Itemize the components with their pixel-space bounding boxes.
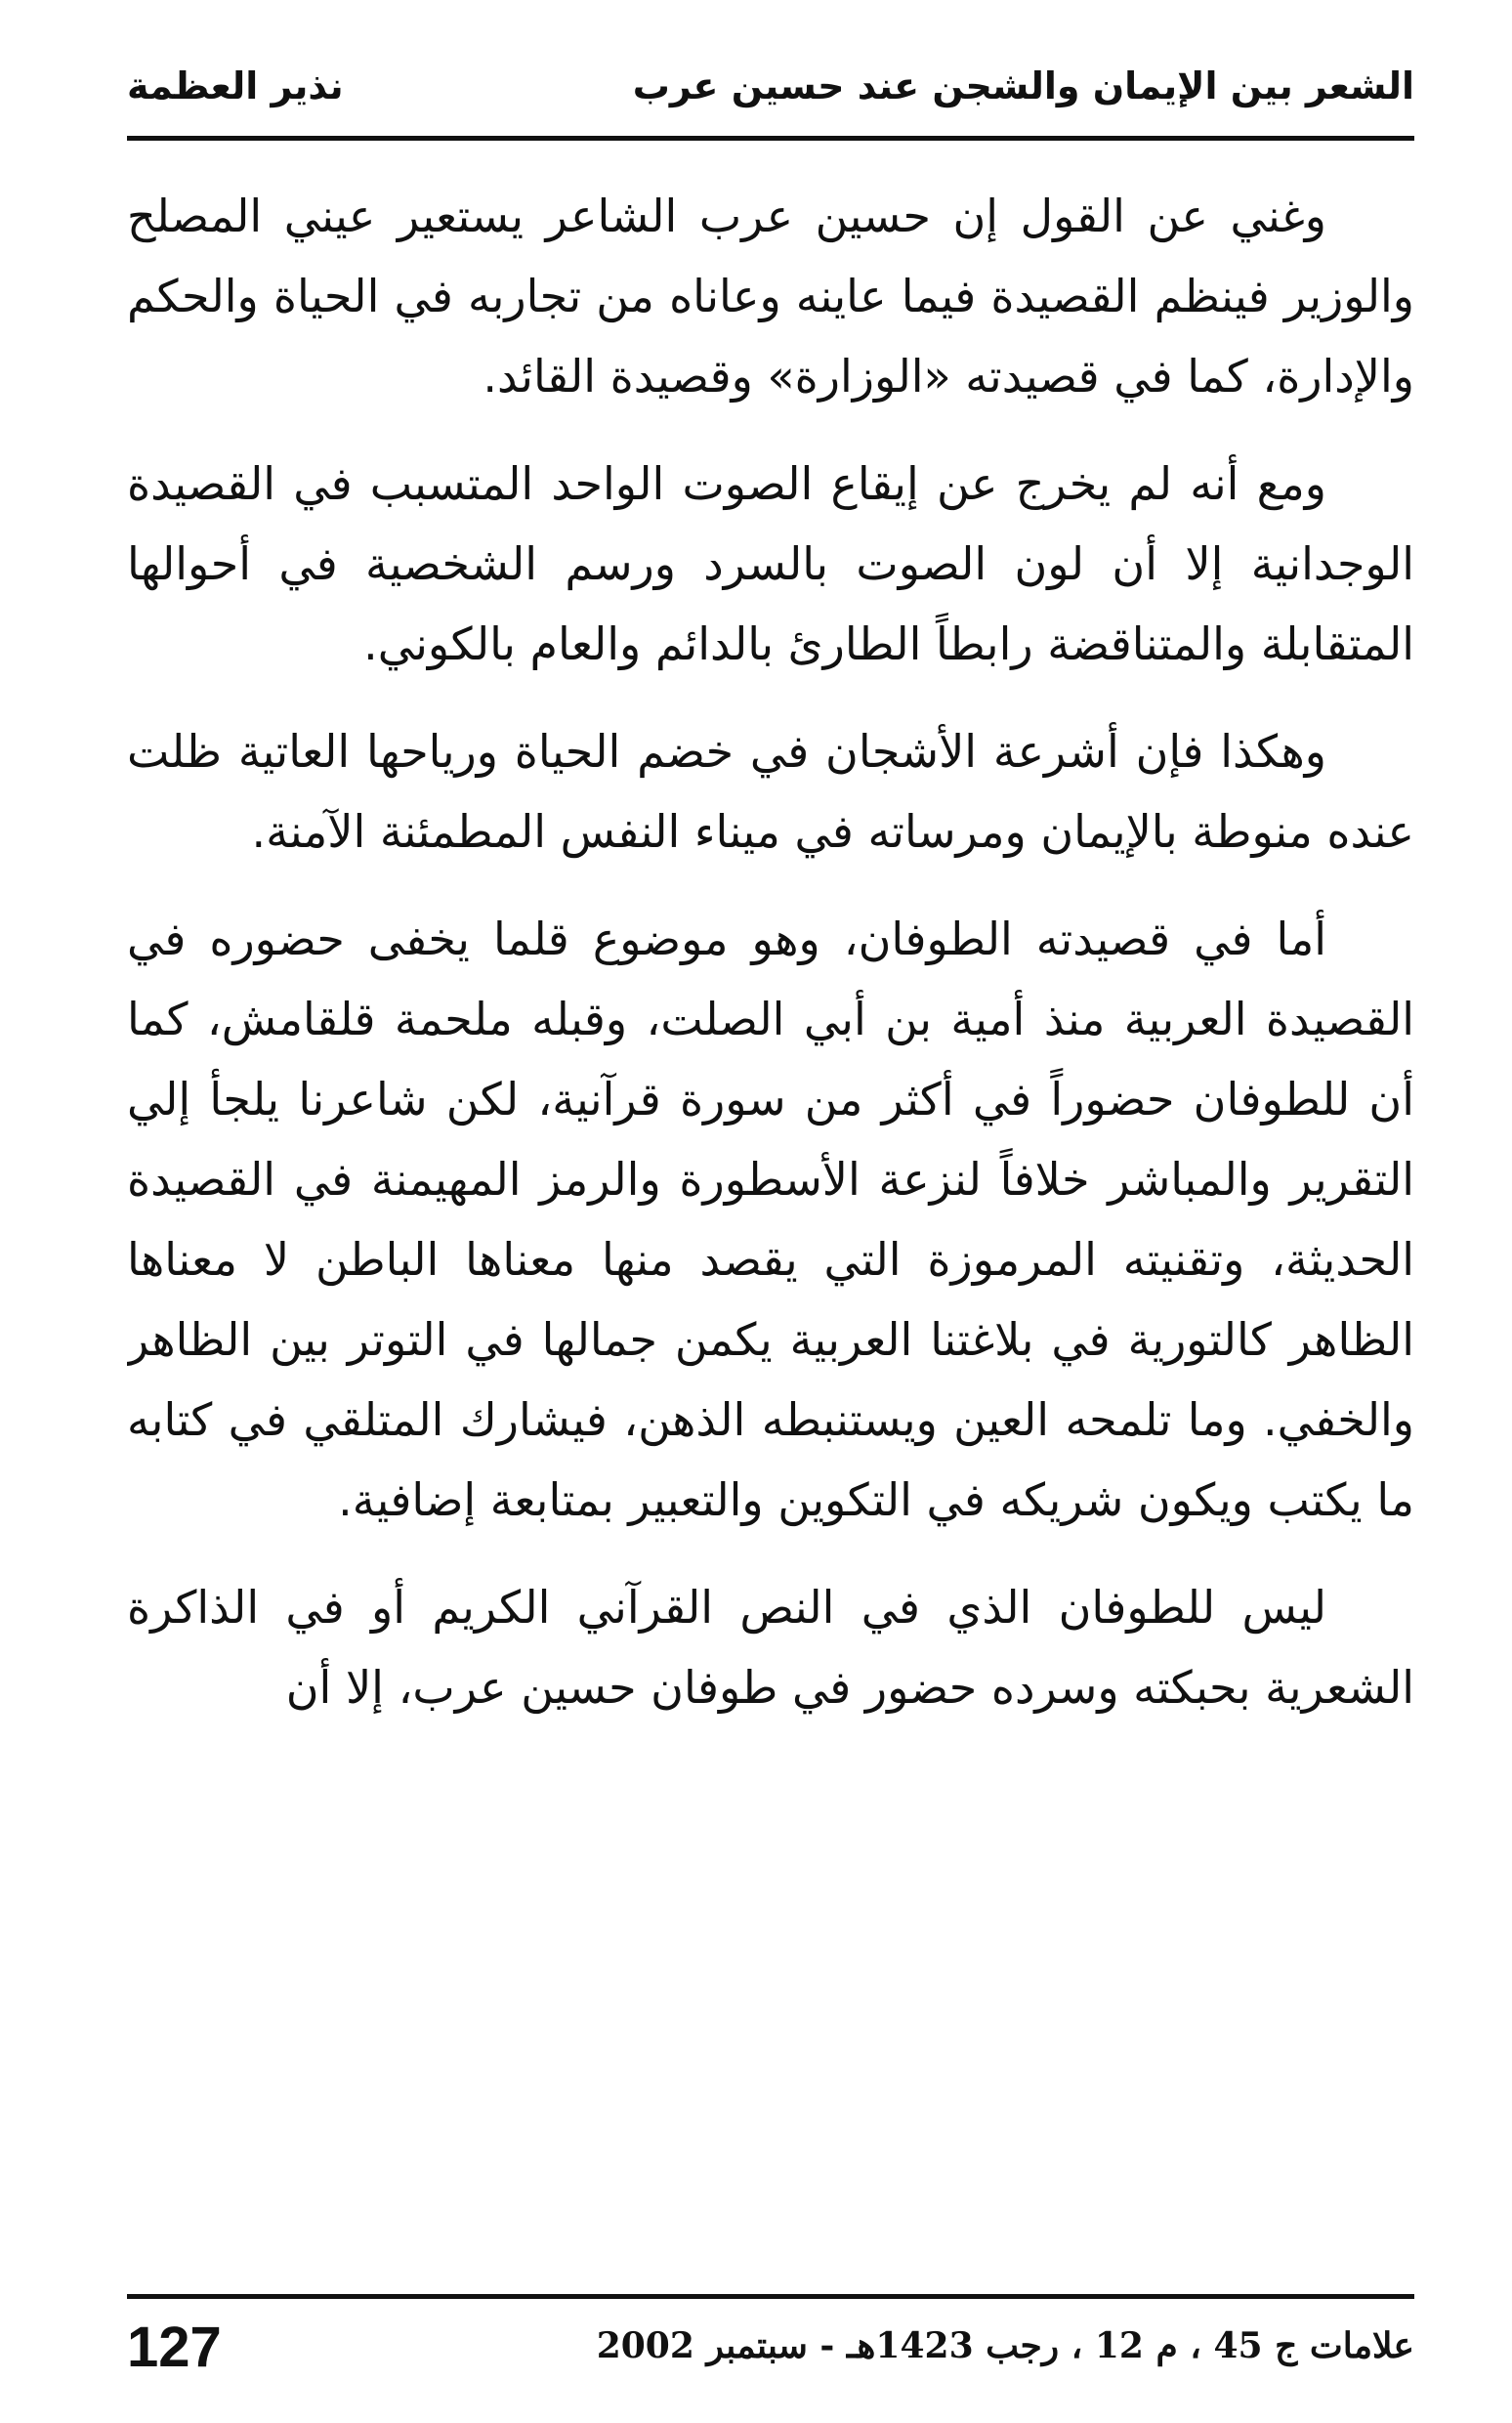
- running-header: [127, 51, 1414, 141]
- header-author-name: نذير العظمة: [127, 64, 344, 107]
- paragraph-5: ليس للطوفان الذي في النص القرآني الكريم أو في الذاكرة الشعرية بحبكته وسرده حضور في طوفان حسين عرب، إلا أن: [127, 1581, 1414, 1714]
- page-footer: [127, 2294, 1414, 2392]
- footer-journal-info: علامات ج 45 ، م 12 ، رجب 1423هـ - سبتمبر 2002: [596, 2325, 1414, 2366]
- paragraph-3: وهكذا فإن أشرعة الأشجان في خضم الحياة ورياحها العاتية ظلت عنده منوطة بالإيمان ومرساته في ميناء النفس المطمئنة الآمنة.: [127, 725, 1414, 858]
- paragraph-4: أما في قصيدته الطوفان، وهو موضوع قلما يخفى حضوره في القصيدة العربية منذ أمية بن أبي الصلت، وقبله ملحمة قلقامش، كما أن للطوفان حضوراً في أكثر من سورة قرآنية، لكن شاعرنا يلجأ إلي التقرير والمباشر خلافاً لنزعة الأسطورة والرمز المهيمنة في القصيدة الحديثة، وتقنيته المرموزة التي يقصد منها معناها الباطن لا معناها الظاهر كالتورية في بلاغتنا العربية يكمن جمالها في التوتر بين الظاهر والخفي. وما تلمحه العين ويستنبطه الذهن، فيشارك المتلقي في كتابه ما يكتب ويكون شريكه في التكوين والتعبير بمتابعة إضافية.: [127, 913, 1414, 1526]
- body-text: [127, 176, 1414, 2276]
- paragraph-1: وغني عن القول إن حسين عرب الشاعر يستعير عيني المصلح والوزير فينظم القصيدة فيما عاينه وعاناه من تجاربه في الحياة والحكم والإدارة، كما في قصيدته «الوزارة» وقصيدة القائد.: [127, 190, 1414, 403]
- page-number: 127: [127, 2316, 222, 2379]
- header-article-title: الشعر بين الإيمان والشجن عند حسين عرب: [632, 64, 1414, 107]
- paragraph-2: ومع أنه لم يخرج عن إيقاع الصوت الواحد المتسبب في القصيدة الوجدانية إلا أن لون الصوت بالسرد ورسم الشخصية في أحوالها المتقابلة والمتناقضة رابطاً الطارئ بالدائم والعام بالكوني.: [127, 457, 1414, 670]
